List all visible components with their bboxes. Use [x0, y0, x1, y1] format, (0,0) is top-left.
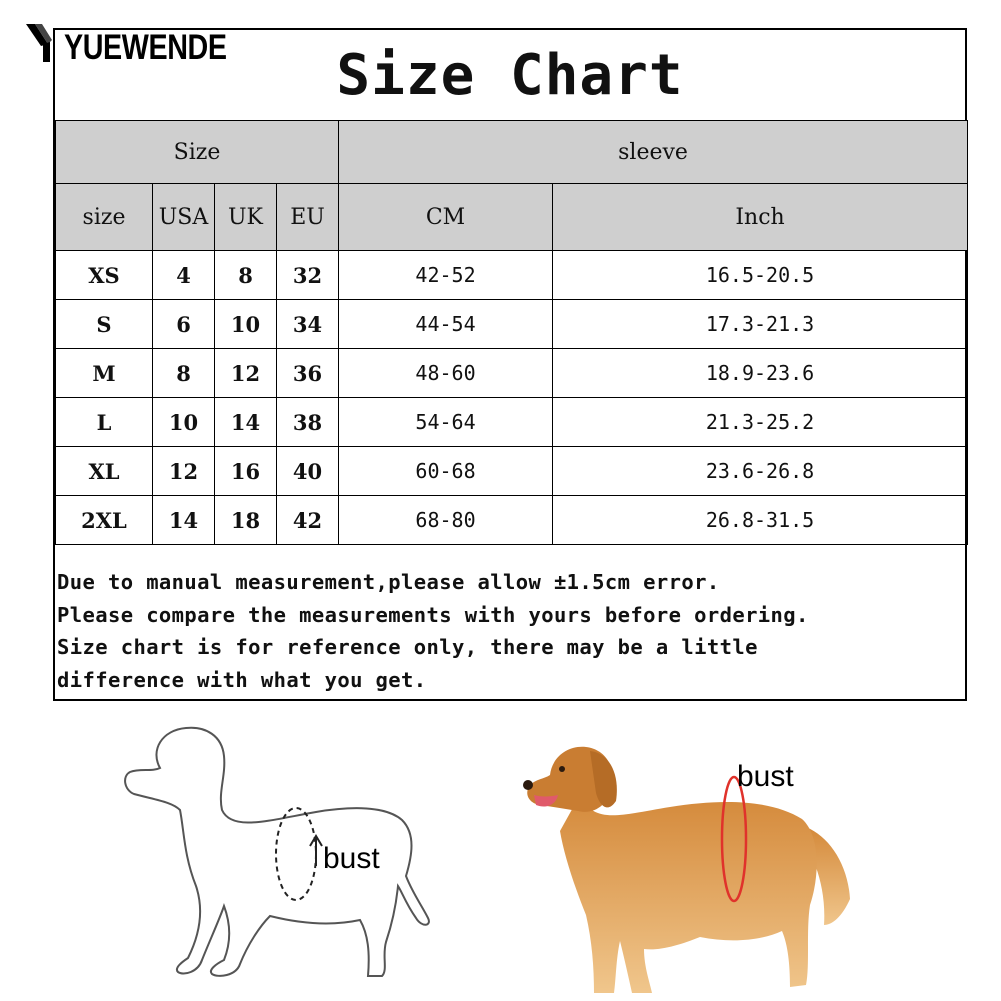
cell-usa: 4: [153, 251, 215, 300]
cell-cm: 54-64: [339, 398, 553, 447]
cell-uk: 10: [215, 300, 277, 349]
cell-usa: 14: [153, 496, 215, 545]
cell-size: XL: [56, 447, 153, 496]
page-title: Size Chart: [336, 42, 684, 108]
table-row: [56, 398, 968, 447]
column-header-usa: USA: [153, 184, 215, 251]
table-row: [56, 349, 968, 398]
cell-cm: 60-68: [339, 447, 553, 496]
cell-eu: 42: [277, 496, 339, 545]
table-row: [56, 496, 968, 545]
cell-inch: 26.8-31.5: [553, 496, 968, 545]
cell-cm: 44-54: [339, 300, 553, 349]
size-group-header: Size: [56, 121, 339, 184]
brand-name: YUEWENDE: [64, 28, 227, 67]
cell-eu: 34: [277, 300, 339, 349]
cell-uk: 12: [215, 349, 277, 398]
cell-eu: 32: [277, 251, 339, 300]
cell-usa: 10: [153, 398, 215, 447]
cell-cm: 48-60: [339, 349, 553, 398]
cell-size: XS: [56, 251, 153, 300]
cell-cm: 42-52: [339, 251, 553, 300]
outline-bust-label: bust: [323, 842, 380, 875]
cell-inch: 18.9-23.6: [553, 349, 968, 398]
bust-measure-ring: [276, 808, 316, 900]
column-header-size: size: [56, 184, 153, 251]
cell-inch: 21.3-25.2: [553, 398, 968, 447]
cell-usa: 12: [153, 447, 215, 496]
size-chart-sheet: [53, 28, 967, 701]
cell-inch: 23.6-26.8: [553, 447, 968, 496]
table-row: [56, 300, 968, 349]
cell-eu: 38: [277, 398, 339, 447]
note-line: difference with what you get.: [57, 667, 427, 692]
column-header-uk: UK: [215, 184, 277, 251]
cell-cm: 68-80: [339, 496, 553, 545]
group-header-row: [56, 121, 968, 184]
note-line: Please compare the measurements with yours before ordering.: [57, 602, 809, 627]
table-row: [56, 251, 968, 300]
cell-inch: 17.3-21.3: [553, 300, 968, 349]
column-header-inch: Inch: [553, 184, 968, 251]
column-header-eu: EU: [277, 184, 339, 251]
dog-eye: [559, 766, 565, 772]
cell-uk: 18: [215, 496, 277, 545]
size-table: [55, 120, 968, 545]
dog-body: [560, 795, 817, 993]
dog-outline-illustration: [120, 720, 440, 990]
cell-size: S: [56, 300, 153, 349]
cell-usa: 8: [153, 349, 215, 398]
cell-size: M: [56, 349, 153, 398]
cell-usa: 6: [153, 300, 215, 349]
cell-eu: 36: [277, 349, 339, 398]
cell-size: L: [56, 398, 153, 447]
table-row: [56, 447, 968, 496]
cell-eu: 40: [277, 447, 339, 496]
cell-uk: 14: [215, 398, 277, 447]
note-line: Due to manual measurement,please allow ±1.5cm error.: [57, 570, 720, 594]
cell-inch: 16.5-20.5: [553, 251, 968, 300]
cell-uk: 8: [215, 251, 277, 300]
cell-size: 2XL: [56, 496, 153, 545]
measurement-notes: [57, 566, 962, 696]
note-line: Size chart is for reference only, there may be a little: [57, 635, 758, 659]
bust-arrow-icon: [310, 836, 322, 866]
sleeve-group-header: sleeve: [339, 121, 968, 184]
dog-nose: [523, 780, 533, 790]
photo-bust-label: bust: [737, 760, 794, 793]
golden-retriever-illustration: [520, 735, 870, 995]
column-header-row: [56, 184, 968, 251]
cell-uk: 16: [215, 447, 277, 496]
column-header-cm: CM: [339, 184, 553, 251]
